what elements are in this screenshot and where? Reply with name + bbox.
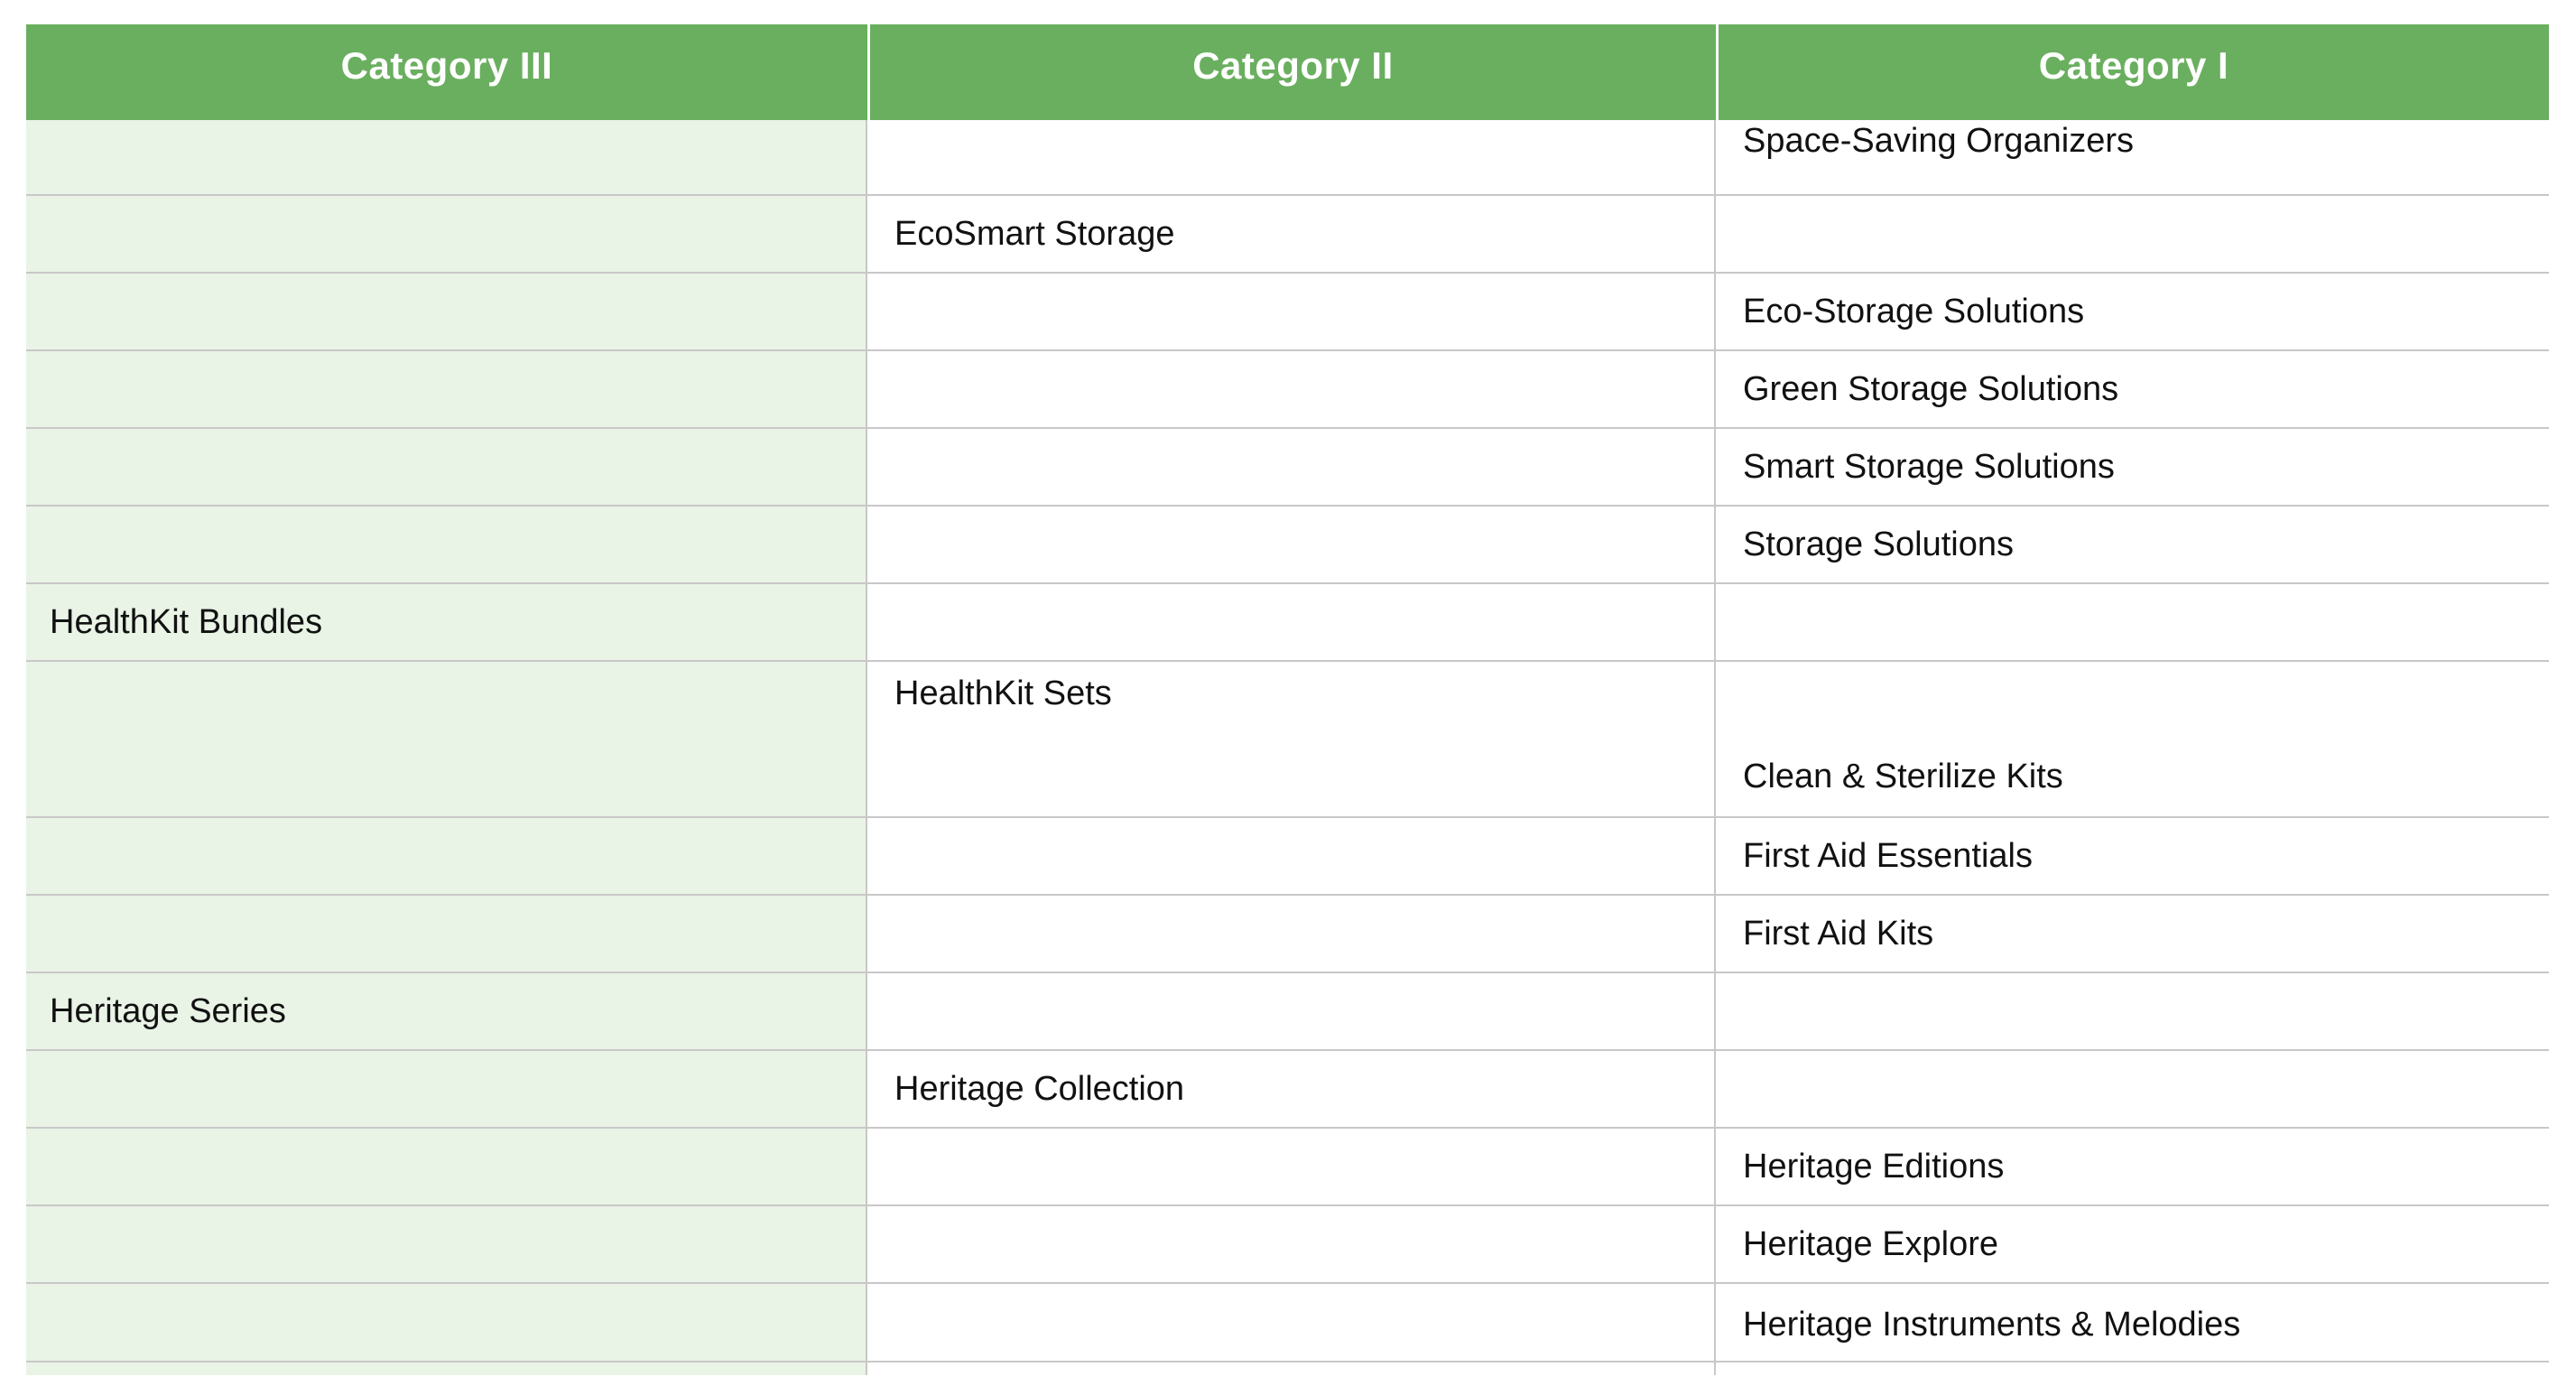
table-row[interactable]	[26, 507, 2549, 584]
cell-category-iii[interactable]	[26, 429, 867, 505]
table-body	[26, 120, 2549, 1375]
cell-category-i[interactable]: Heritage Editions	[1743, 1147, 2005, 1186]
cell-category-iii[interactable]	[26, 896, 867, 972]
cell-category-ii[interactable]	[867, 274, 1716, 349]
cell-category-ii[interactable]	[867, 896, 1716, 972]
table-row[interactable]	[26, 196, 2549, 274]
table-row[interactable]	[26, 818, 2549, 896]
cell-category-iii[interactable]	[26, 1284, 867, 1361]
cell-category-iii[interactable]	[26, 274, 867, 349]
header-category-i[interactable]: Category I	[1716, 24, 2549, 120]
cell-category-ii[interactable]	[867, 351, 1716, 427]
cell-category-iii[interactable]	[26, 120, 867, 194]
cell-category-iii[interactable]	[26, 351, 867, 427]
cell-category-ii[interactable]	[867, 429, 1716, 505]
cell-category-i[interactable]: Clean & Sterilize Kits	[1743, 758, 2063, 795]
cell-category-i[interactable]	[1716, 1051, 2549, 1127]
table-row[interactable]	[26, 429, 2549, 507]
cell-category-ii	[867, 1362, 1716, 1375]
cell-category-i[interactable]: Smart Storage Solutions	[1743, 447, 2115, 486]
cell-category-i[interactable]: First Aid Kits	[1743, 914, 1934, 953]
cell-category-ii[interactable]: EcoSmart Storage	[867, 196, 1716, 272]
cell-category-ii[interactable]	[867, 818, 1716, 894]
cell-category-i	[1716, 1362, 2549, 1375]
cell-category-iii[interactable]	[26, 662, 867, 816]
cell-category-ii[interactable]: Heritage Collection	[867, 1051, 1716, 1127]
cell-category-i[interactable]: Heritage Explore	[1743, 1224, 1999, 1263]
table-row[interactable]	[26, 662, 2549, 818]
cell-category-i[interactable]	[1716, 584, 2549, 660]
table-row[interactable]	[26, 1206, 2549, 1284]
header-category-ii[interactable]: Category II	[867, 24, 1716, 120]
table-header	[26, 24, 2549, 120]
cell-category-ii[interactable]: HealthKit Sets	[867, 662, 1716, 816]
header-category-iii[interactable]: Category III	[340, 44, 553, 87]
table-row[interactable]	[26, 1129, 2549, 1206]
table-row[interactable]	[26, 274, 2549, 351]
cell-category-i[interactable]: Heritage Instruments & Melodies	[1743, 1306, 2241, 1344]
cell-category-i[interactable]: Eco-Storage Solutions	[1743, 292, 2085, 330]
cell-category-iii[interactable]	[26, 1051, 867, 1127]
cell-category-i[interactable]: Storage Solutions	[1743, 525, 2014, 563]
table-row[interactable]	[26, 584, 2549, 662]
cell-category-i[interactable]	[1716, 196, 2549, 272]
cell-category-ii[interactable]	[867, 120, 1716, 194]
cell-category-ii[interactable]	[867, 584, 1716, 660]
cell-category-iii[interactable]: HealthKit Bundles	[26, 584, 867, 660]
cell-category-iii[interactable]	[26, 1206, 867, 1282]
cell-category-ii[interactable]	[867, 1129, 1716, 1204]
table-row-partial	[26, 1362, 2549, 1375]
cell-category-ii[interactable]	[867, 507, 1716, 582]
cell-category-iii[interactable]	[26, 196, 867, 272]
table-row[interactable]	[26, 351, 2549, 429]
table-row[interactable]	[26, 1051, 2549, 1129]
cell-category-ii[interactable]	[867, 1284, 1716, 1361]
table-row[interactable]	[26, 120, 2549, 196]
cell-category-i[interactable]: Space-Saving Organizers	[1743, 122, 2134, 160]
cell-category-iii[interactable]: Heritage Series	[26, 973, 867, 1049]
cell-category-iii[interactable]	[26, 507, 867, 582]
cell-category-iii[interactable]	[26, 818, 867, 894]
category-table	[26, 24, 2549, 1375]
table-row[interactable]	[26, 1284, 2549, 1362]
cell-category-i[interactable]: Green Storage Solutions	[1743, 369, 2119, 408]
cell-category-i[interactable]: First Aid Essentials	[1743, 836, 2033, 875]
cell-category-ii[interactable]	[867, 1206, 1716, 1282]
cell-category-ii[interactable]	[867, 973, 1716, 1049]
cell-category-iii[interactable]	[26, 1129, 867, 1204]
table-row[interactable]	[26, 896, 2549, 973]
cell-category-iii	[26, 1362, 867, 1375]
cell-category-i[interactable]	[1716, 973, 2549, 1049]
table-row[interactable]	[26, 973, 2549, 1051]
